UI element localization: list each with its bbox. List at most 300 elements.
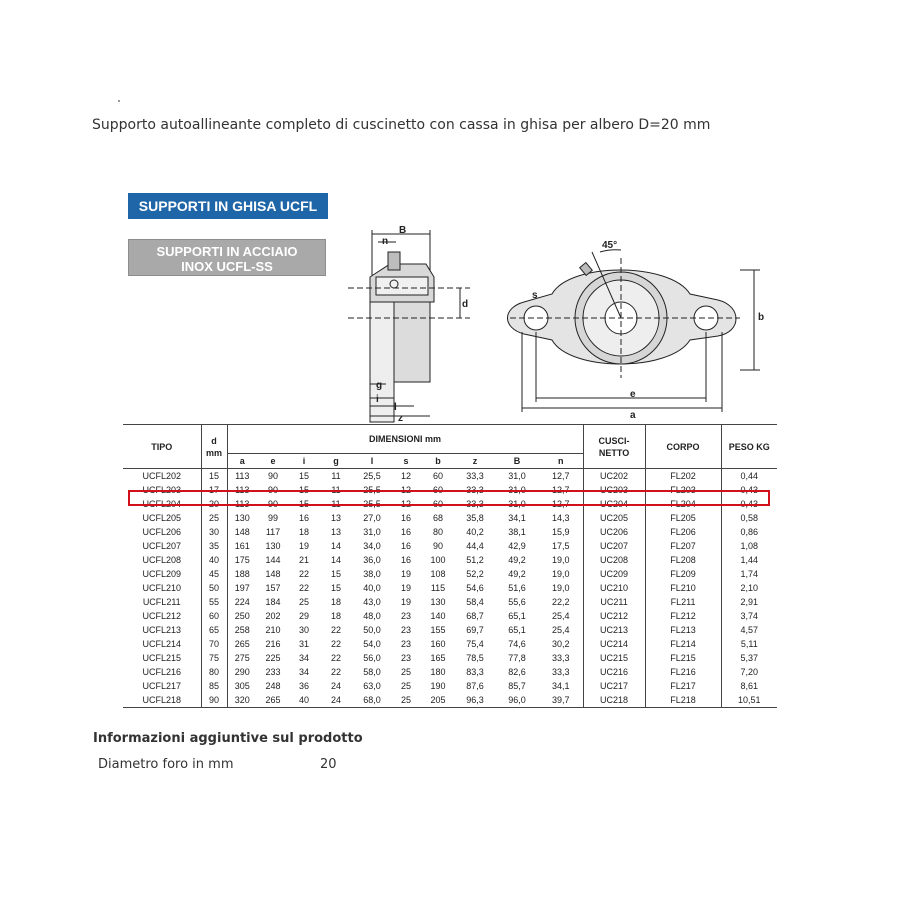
table-cell: 305 [234,681,250,691]
table-cell: 24 [330,681,341,691]
table-cell: 19 [298,541,309,551]
table-cell: UC212 [583,609,645,623]
subheader-l: l [353,454,391,469]
table-cell: 34,0 [363,541,381,551]
highlight-ucfl204 [128,490,770,506]
table-cell: 34,1 [539,679,583,693]
table-cell: 50 [201,581,227,595]
table-cell: 50,0 [363,625,381,635]
table-cell: 205 [421,693,455,708]
table-cell: 144 [265,555,281,565]
table-cell: 85,7 [508,681,526,691]
table-cell: UCFL213 [123,623,201,637]
table-cell: 25 [201,511,227,525]
table-cell: 69,7 [466,625,484,635]
table-cell: 83,3 [466,667,484,677]
table-cell: 16 [400,527,411,537]
table-cell: 0,43 [740,485,759,495]
table-cell: 90 [267,471,278,481]
table-cell: FL206 [645,525,721,539]
product-description: Supporto autoallineante completo di cuscinetto con cassa in ghisa per albero D=20 mm [92,117,711,133]
table-cell: 25,4 [539,623,583,637]
table-row [123,581,777,595]
table-cell: 4,57 [740,625,759,635]
table-cell: 60 [201,609,227,623]
table-cell: 29 [298,611,309,621]
table-cell: 24 [319,693,353,708]
table-cell: 5,11 [740,639,758,649]
table-cell: UC209 [583,567,645,581]
table-cell: 74,6 [508,639,526,649]
table-cell: 18 [298,527,309,537]
table-cell: 197 [234,583,250,593]
supporti-ghisa-button[interactable]: SUPPORTI IN GHISA UCFL [128,193,328,219]
table-cell: 40,2 [466,527,484,537]
table-cell: 113 [235,485,250,495]
table-cell: 275 [234,653,250,663]
table-cell: 12,7 [539,469,583,484]
table-cell: 25,5 [363,485,381,495]
subheader-i: i [289,454,319,469]
technical-drawing [330,222,782,424]
table-row [123,511,777,525]
table-cell: 15,9 [539,525,583,539]
table-cell: 22,2 [539,595,583,609]
subheader-b: b [421,454,455,469]
table-cell: 25,4 [539,609,583,623]
table-cell: UCFL207 [123,539,201,553]
table-cell: 14,3 [539,511,583,525]
table-cell: 140 [430,611,446,621]
label-45: 45° [602,240,618,251]
dimensions-table [123,424,777,708]
table-cell: 7,20 [740,667,759,677]
label-a: a [630,410,636,421]
table-cell: UCFL208 [123,553,201,567]
table-cell: 15 [298,499,309,509]
table-cell: 75,4 [466,639,484,649]
table-cell: UCFL205 [123,511,201,525]
table-cell: 12,7 [539,497,583,511]
table-cell: 1,44 [740,555,759,565]
table-cell: 65,1 [508,611,526,621]
table-cell: 290 [234,667,250,677]
table-row [123,665,777,679]
table-cell: 18 [330,611,341,621]
table-row [123,595,777,609]
table-cell: UC204 [583,497,645,511]
table-cell: 60 [432,499,443,509]
table-cell: 12 [400,499,411,509]
table-cell: 3,74 [740,611,759,621]
table-row [123,525,777,539]
header-cuscinetto [583,425,645,469]
table-cell: 210 [265,625,281,635]
table-cell: 58,4 [466,597,484,607]
label-b: b [758,312,765,323]
table-cell: FL215 [645,651,721,665]
table-cell: 155 [430,625,446,635]
table-cell: 96,3 [455,693,495,708]
table-cell: 19,0 [539,581,583,595]
table-cell: 22 [330,667,341,677]
table-cell: 224 [234,597,250,607]
table-cell: 35 [201,539,227,553]
table-cell: FL211 [645,595,721,609]
table-cell: 13 [330,527,341,537]
table-cell: UC203 [583,483,645,497]
table-cell: 165 [430,653,446,663]
table-cell: 8,61 [740,681,759,691]
table-cell: 39,7 [539,693,583,708]
table-cell: UCFL211 [123,595,201,609]
table-cell: 11 [331,471,341,481]
table-cell: 25,5 [363,471,381,481]
table-cell: 130 [234,513,250,523]
table-cell: 85 [201,679,227,693]
table-cell: 2,10 [740,583,759,593]
table-cell: 90 [267,499,278,509]
table-cell: 40 [289,693,319,708]
table-cell: 54,0 [363,639,381,649]
table-cell: 33,3 [539,665,583,679]
table-cell: 216 [265,639,281,649]
table-cell: 12,7 [539,483,583,497]
table-cell: 14 [330,541,341,551]
table-cell: UC217 [583,679,645,693]
table-cell: 48,0 [363,611,381,621]
subheader-b-upper: B [495,454,539,469]
table-cell: 34 [298,653,309,663]
table-cell: UCFL203 [123,483,201,497]
subheader-n: n [539,454,583,469]
table-cell: 22 [298,569,309,579]
label-z: z [398,413,403,424]
table-cell: 82,6 [508,667,526,677]
table-cell: 68 [432,513,443,523]
subheader-e: e [257,454,289,469]
table-cell: 80 [432,527,443,537]
table-cell: 22 [330,639,341,649]
table-cell: 75 [201,651,227,665]
table-cell: FL213 [645,623,721,637]
table-cell: 63,0 [363,681,381,691]
table-cell: 87,6 [466,681,484,691]
table-cell: 11 [331,499,341,509]
table-cell: 225 [265,653,281,663]
table-cell: 16 [400,541,411,551]
label-g: g [376,380,383,391]
table-cell: 19 [400,569,411,579]
table-cell: 49,2 [508,555,526,565]
table-cell: FL208 [645,553,721,567]
table-cell: 90 [267,485,278,495]
table-row [123,567,777,581]
table-cell: 45 [201,567,227,581]
table-cell: 5,37 [740,653,759,663]
table-cell: UC215 [583,651,645,665]
table-cell: 0,86 [740,527,759,537]
label-i: i [376,394,379,405]
label-d: d [462,299,469,310]
table-cell: 33,3 [466,485,484,495]
header-d [201,425,227,469]
table-cell: 56,0 [363,653,381,663]
table-cell: 90 [432,541,443,551]
table-cell: 16 [400,513,411,523]
table-cell: 175 [234,555,250,565]
table-cell: FL207 [645,539,721,553]
table-cell: UC213 [583,623,645,637]
table-row [123,637,777,651]
supporti-acciaio-line1: SUPPORTI IN ACCIAIO [156,244,298,259]
table-cell: 33,3 [466,471,484,481]
table-cell: 34,1 [508,513,526,523]
table-cell: 33,3 [539,651,583,665]
table-cell: 157 [265,583,281,593]
table-cell: 180 [430,667,446,677]
table-cell: 96,0 [495,693,539,708]
table-cell: 23 [400,611,411,621]
table-cell: 23 [400,625,411,635]
table-cell: 80 [201,665,227,679]
table-cell: 40 [201,553,227,567]
table-cell: 1,74 [740,569,759,579]
table-cell: 108 [430,569,446,579]
table-cell: UCFL209 [123,567,201,581]
table-cell: 12 [400,485,411,495]
table-cell: 190 [430,681,446,691]
table-cell: 42,9 [508,541,526,551]
table-cell: 25 [400,667,411,677]
table-cell: 19,0 [539,553,583,567]
table-cell: UCFL215 [123,651,201,665]
front-view [508,250,761,412]
table-cell: 0,58 [740,513,759,523]
header-dimensioni: DIMENSIONI mm [227,425,583,454]
table-cell: 320 [227,693,257,708]
table-row [123,539,777,553]
table-cell: 2,91 [740,597,759,607]
table-cell: FL214 [645,637,721,651]
table-cell: 43,0 [363,597,381,607]
table-row [123,623,777,637]
table-cell: 265 [257,693,289,708]
table-cell: 1,08 [740,541,759,551]
table-cell: 35,8 [466,513,484,523]
table-cell: 31,0 [508,471,526,481]
table-cell: 52,2 [466,569,484,579]
info-title: Informazioni aggiuntive sul prodotto [93,731,363,746]
table-cell: 113 [235,471,250,481]
table-cell: 100 [430,555,446,565]
table-cell: 36 [298,681,309,691]
table-cell: 19,0 [539,567,583,581]
table-cell: 25 [400,681,411,691]
table-cell: 21 [298,555,309,565]
table-cell: 15 [330,569,341,579]
subheader-z: z [455,454,495,469]
table-cell: 68,7 [466,611,484,621]
table-cell: 250 [234,611,250,621]
table-cell: UC205 [583,511,645,525]
header-cuscinetto-2: NETTO [598,447,630,458]
table-cell: 38,0 [363,569,381,579]
table-cell: 25 [298,597,309,607]
header-d-unit: mm [205,447,222,458]
table-cell: UCFL206 [123,525,201,539]
side-view [348,230,470,422]
table-cell: 60 [432,471,443,481]
table-cell: FL218 [645,693,721,708]
table-cell: 14 [330,555,341,565]
table-cell: UC211 [583,595,645,609]
header-peso: PESO KG [721,425,777,469]
table-cell: 17 [201,483,227,497]
table-cell: FL205 [645,511,721,525]
table-row [123,609,777,623]
label-e: e [630,389,636,400]
table-row [123,693,777,708]
table-cell: 148 [265,569,281,579]
table-cell: 0,44 [740,471,759,481]
table-cell: 49,2 [508,569,526,579]
table-cell: UCFL202 [123,469,201,484]
table-cell: 90 [201,693,227,708]
table-cell: FL209 [645,567,721,581]
table-cell: 65 [201,623,227,637]
table-cell: 12 [400,471,411,481]
table-cell: 23 [400,639,411,649]
table-cell: UCFL204 [123,497,201,511]
decorative-dot [118,100,120,102]
table-cell: 40,0 [363,583,381,593]
table-cell: 161 [234,541,250,551]
table-cell: 58,0 [363,667,381,677]
label-s: s [532,290,538,301]
table-cell: UCFL212 [123,609,201,623]
table-cell: 19 [400,583,411,593]
table-cell: FL210 [645,581,721,595]
table-cell: 160 [430,639,446,649]
table-row [123,651,777,665]
supporti-acciaio-line2: INOX UCFL-SS [181,259,273,274]
table-cell: 34 [298,667,309,677]
table-cell: FL212 [645,609,721,623]
table-cell: 31,0 [508,485,526,495]
table-cell: 54,6 [466,583,484,593]
table-cell: FL202 [645,469,721,484]
label-B: B [399,225,407,236]
table-cell: 31 [298,639,309,649]
table-cell: 15 [330,583,341,593]
table-cell: 30 [298,625,309,635]
table-cell: 25,5 [363,499,381,509]
table-cell: UC216 [583,665,645,679]
table-cell: 31,0 [508,499,526,509]
table-cell: 55,6 [508,597,526,607]
table-cell: 15 [298,471,309,481]
info-diametro-value: 20 [320,757,337,772]
table-row [123,553,777,567]
table-cell: 36,0 [363,555,381,565]
table-cell: FL216 [645,665,721,679]
table-cell: UC208 [583,553,645,567]
table-cell: 55 [201,595,227,609]
table-cell: 130 [265,541,281,551]
table-cell: 248 [265,681,281,691]
table-cell: 188 [234,569,250,579]
table-cell: UC202 [583,469,645,484]
table-cell: 25 [391,693,421,708]
subheader-a: a [227,454,257,469]
table-cell: 38,1 [508,527,526,537]
table-cell: 0,43 [740,499,759,509]
table-cell: 30,2 [539,637,583,651]
table-cell: FL217 [645,679,721,693]
table-cell: UCFL214 [123,637,201,651]
label-n: n [382,236,389,247]
table-cell: 19 [400,597,411,607]
table-row [123,679,777,693]
table-cell: 65,1 [508,625,526,635]
header-corpo: CORPO [645,425,721,469]
info-diametro-label: Diametro foro in mm [98,757,234,772]
table-cell: UCFL216 [123,665,201,679]
table-cell: FL204 [645,497,721,511]
table-cell: 18 [330,597,341,607]
table-cell: UC207 [583,539,645,553]
table-cell: 60 [432,485,443,495]
table-cell: UCFL217 [123,679,201,693]
table-cell: 23 [400,653,411,663]
table-cell: UCFL210 [123,581,201,595]
table-cell: 258 [234,625,250,635]
table-cell: 15 [298,485,309,495]
table-cell: UC218 [583,693,645,708]
table-cell: 99 [267,513,278,523]
label-l: l [394,402,397,413]
subheader-s: s [391,454,421,469]
table-cell: FL203 [645,483,721,497]
table-cell: 16 [400,555,411,565]
header-tipo: TIPO [123,425,201,469]
subheader-g: g [319,454,353,469]
table-cell: 184 [265,597,281,607]
table-cell: UC210 [583,581,645,595]
header-d-symbol: d [211,435,217,446]
supporti-acciaio-button[interactable] [128,239,326,276]
table-cell: 11 [331,485,341,495]
table-cell: 33,3 [466,499,484,509]
table-cell: 202 [265,611,281,621]
table-cell: 70 [201,637,227,651]
table-cell: 30 [201,525,227,539]
table-cell: 44,4 [466,541,484,551]
table-cell: 22 [330,625,341,635]
table-cell: 148 [234,527,250,537]
table-cell: UC206 [583,525,645,539]
table-cell: 27,0 [363,513,381,523]
table-cell: UCFL218 [123,693,201,708]
table-row [123,469,777,484]
table-cell: 117 [265,527,281,537]
table-cell: 22 [298,583,309,593]
table-cell: 51,2 [466,555,484,565]
table-cell: 51,6 [508,583,526,593]
table-cell: 130 [430,597,446,607]
table-cell: 113 [235,499,250,509]
